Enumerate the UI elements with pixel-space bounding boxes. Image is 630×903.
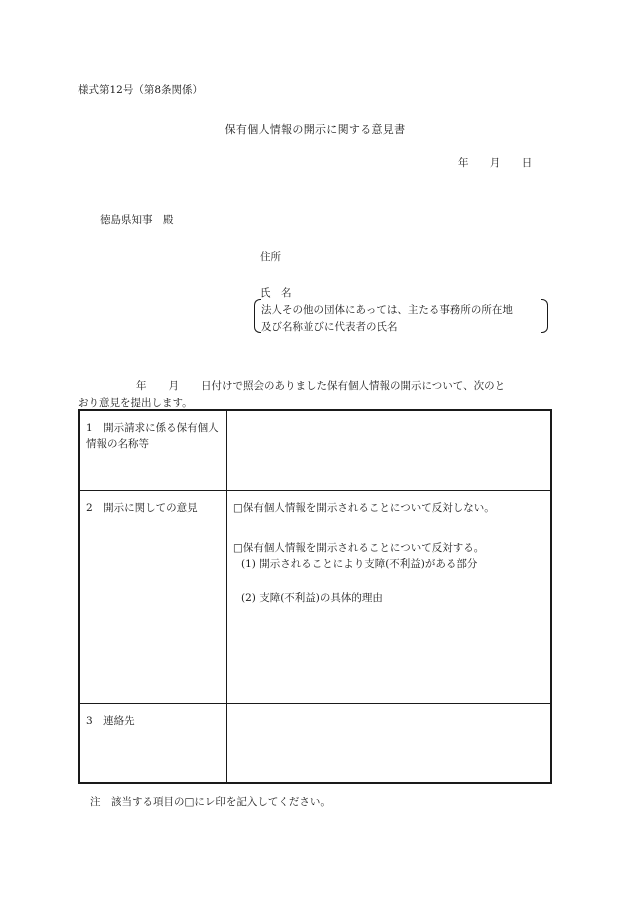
row1-label: 1 開示請求に係る保有個人情報の名称等	[79, 410, 227, 490]
footnote: 注 該当する項目の□にレ印を記入してください。	[90, 796, 331, 808]
row2-value-cell	[227, 490, 552, 703]
option-oppose: □保有個人情報を開示されることについて反対する。	[233, 541, 485, 554]
intro-month: 月	[168, 380, 179, 392]
name-note-bracket	[254, 297, 548, 333]
date-day: 日	[521, 157, 533, 169]
addressee: 徳島県知事 殿	[100, 214, 174, 226]
row3-value-cell	[227, 703, 552, 783]
date-line	[458, 155, 532, 170]
name-note-line2: 及び名称並びに代表者の氏名	[261, 321, 398, 333]
table-row	[79, 703, 551, 783]
opinion-table	[78, 409, 552, 784]
document-title: 保有個人情報の開示に関する意見書	[224, 123, 406, 136]
form-number: 様式第12号（第8条関係）	[78, 84, 204, 96]
date-month: 月	[489, 157, 501, 169]
intro-text-line2: おり意見を提出します。	[78, 397, 193, 409]
option-not-oppose: □保有個人情報を開示されることについて反対しない。	[233, 501, 495, 514]
name-label: 氏 名	[260, 287, 292, 299]
address-label: 住所	[260, 251, 281, 263]
table-row	[79, 410, 551, 490]
right-bracket	[541, 299, 548, 333]
table-row	[79, 490, 551, 703]
date-year: 年	[458, 157, 469, 169]
intro-paragraph	[78, 378, 558, 412]
intro-text-line1: 日付けで照会のありました保有個人情報の開示について、次のと	[201, 380, 506, 392]
sub-item-2: (2) 支障(不利益)の具体的理由	[241, 591, 383, 604]
name-note-line1: 法人その他の団体にあっては、主たる事務所の所在地	[261, 304, 513, 316]
left-bracket	[254, 299, 261, 333]
sub-item-1: (1) 開示されることにより支障(不利益)がある部分	[241, 557, 478, 570]
intro-year: 年	[136, 380, 147, 392]
row3-label: 3 連絡先	[79, 703, 227, 783]
row1-value-cell	[227, 410, 552, 490]
row2-label: 2 開示に関しての意見	[79, 490, 227, 703]
